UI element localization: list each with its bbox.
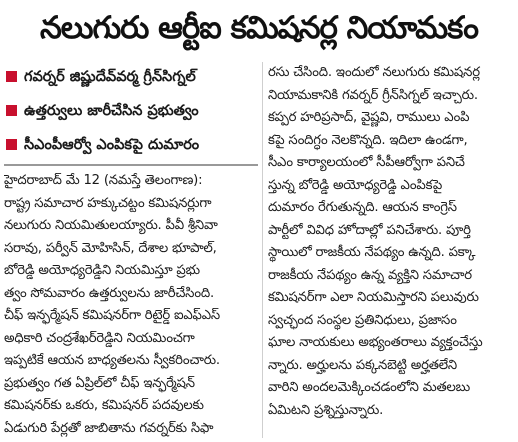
body-line: ఘాల నాయకులు అభ్యంతరాలు వ్యక్తంచేస్తు	[268, 335, 483, 350]
subheading-list	[4, 62, 258, 166]
body-line: కప్పర హరిప్రసాద్, వైష్ణవి, రాములు ఎంపి	[268, 110, 470, 125]
body-line: రాష్ట్ర సమాచార హక్కుచట్టం కమిషనర్లుగా	[4, 195, 212, 211]
body-line: కమిషనర్‌కు ఒకరు, కమిషనర్ పదవులకు	[4, 398, 204, 413]
body-line: నలుగురు నియమితులయ్యారు. పీవీ శ్రీనివా	[4, 218, 218, 233]
body-line: అధికారి చంద్రశేఖర్‌రెడ్డిని నియమించగా	[4, 330, 195, 346]
body-line: దుమారం రేగుతున్నది. ఆయన కాంగ్రెస్	[268, 200, 457, 215]
body-line: స్థాయిలో రాజకీయ నేపథ్యం ఉన్నది. పక్కా	[268, 245, 476, 260]
headline: నలుగురు ఆర్టీఐ కమిషనర్ల నియామకం	[40, 10, 478, 46]
body-line: ఏడుగురి పేర్లతో జాబితాను గవర్నర్‌కు సిఫా	[4, 420, 214, 436]
subheading-2: ఉత్తర్వులు జారీచేసిన ప్రభుత్వం	[4, 96, 258, 126]
body-line: బోరెడ్డి అయోధ్యరెడ్డిని నియమిస్తూ ప్రభు	[4, 263, 200, 278]
column-divider	[262, 62, 263, 438]
body-line: పార్టీలో వివిధ హోదాల్లో పనిచేశారు. పూర్తి	[268, 222, 471, 238]
body-line: ఇప్పటికే ఆయన బాధ్యతలను స్వీకరించారు.	[4, 353, 220, 368]
body-line: స్వచ్ఛంద సంస్థల ప్రతినిధులు, ప్రజాసం	[268, 312, 457, 328]
body-line: నియామకానికి గవర్నర్ గ్రీన్‌సిగ్నల్ ఇచ్చారు.	[268, 87, 478, 103]
body-line: రాజకీయ నేపథ్యం ఉన్న వ్యక్తిని సమాచార	[268, 267, 472, 283]
body-line: ఏమిటని ప్రశ్నిస్తున్నారు.	[268, 402, 384, 418]
body-line: ప్రభుత్వం గత ఏప్రిల్‌లో చీఫ్ ఇన్ఫర్మేషన్	[4, 375, 195, 391]
body-line: రసు చేసింది. ఇందులో నలుగురు కమిషనర్ల	[268, 65, 480, 80]
body-line: సరావు, పర్వీన్ మోహిసిన్, దేశాల భూపాల్,	[4, 240, 217, 256]
subheading-1: గవర్నర్ జిష్ణుదేవ్‌వర్మ గ్రీన్‌సిగ్నల్	[4, 62, 258, 92]
body-line: స్తున్న బోరెడ్డి అయోధ్యరెడ్డి ఎంపికపై	[268, 177, 443, 193]
body-line: వారిని అందలమెక్కించడంలోని మతలబు	[268, 380, 470, 395]
dateline: హైదరాబాద్ మే 12 (నమస్తే తెలంగాణ):	[4, 173, 203, 188]
body-line: త్వం సోమవారం ఉత్తర్వులను జారీచేసింది.	[4, 285, 215, 301]
body-line: కమిషనర్‌గా ఎలా నియమిస్తారని పలువురు	[268, 290, 479, 305]
subheading-3: సీఎంపీఆర్వో ఎంపికపై దుమారం	[4, 130, 258, 160]
body-line: చీఫ్ ఇన్ఫర్మేషన్ కమిషనర్‌గా రిటైర్డ్ ఐఎఫ్ఎస్	[4, 308, 220, 323]
body-line: కపై సందిగ్ధం నెలకొన్నది. ఇదిలా ఉండగా,	[268, 132, 468, 148]
body-line: న్నారు. అర్హులను పక్కనబెట్టి అర్హతలేని	[268, 357, 457, 373]
body-line: సీఎం కార్యాలయంలో సీపీఆర్వోగా పనిచే	[268, 155, 465, 170]
right-column	[268, 62, 514, 422]
left-column	[4, 62, 258, 440]
